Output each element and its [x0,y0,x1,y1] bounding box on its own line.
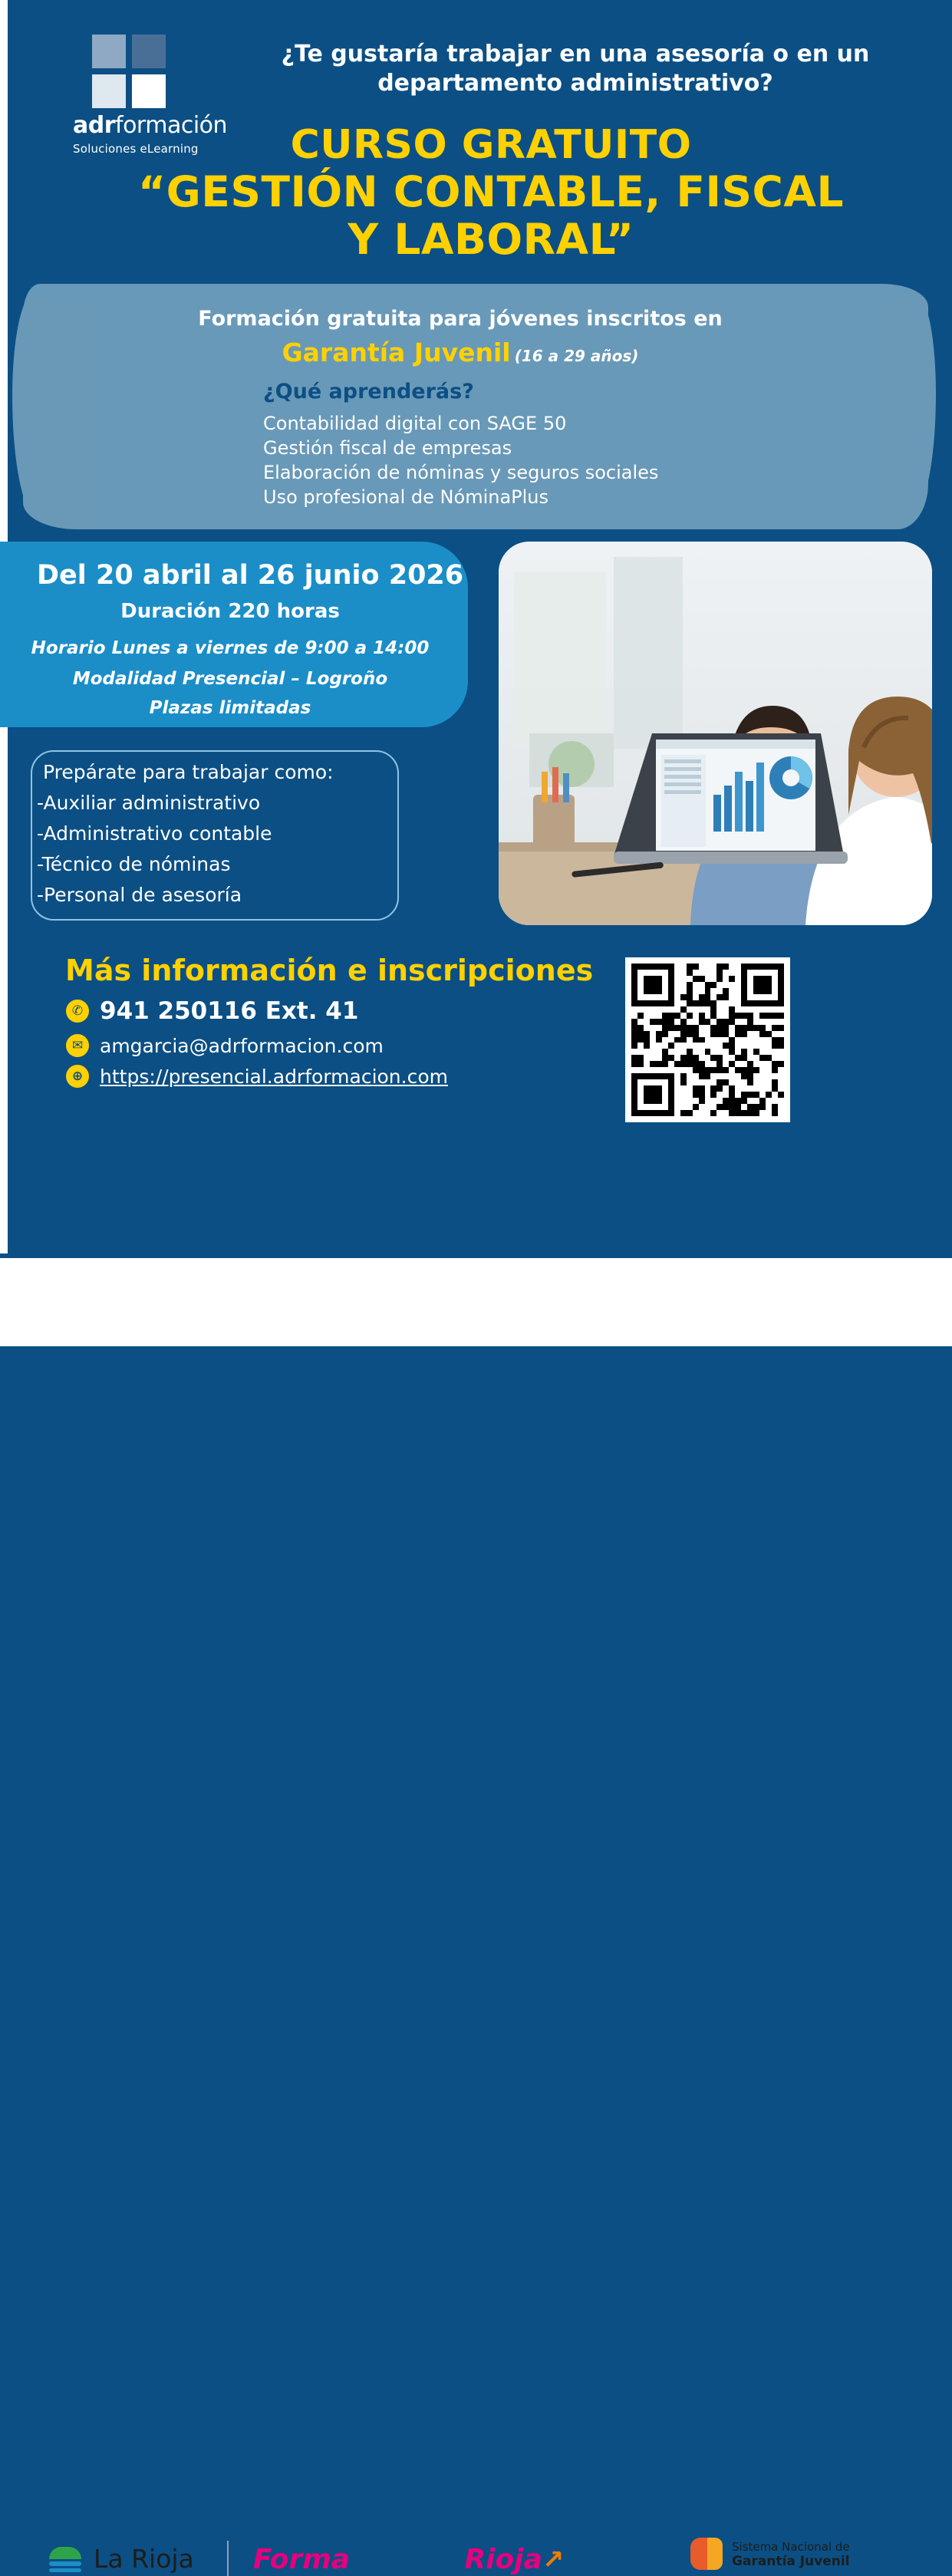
program-name: Garantía Juvenil [282,338,511,367]
program-age-range: (16 a 29 años) [514,347,639,365]
program-line [115,338,805,367]
fer-part1: Forma [253,2544,351,2575]
learn-item: Elaboración de nóminas y seguros sociales [263,461,659,483]
formaempleorioja-logo [253,2544,564,2575]
schedule-hours: Horario Lunes a viernes de 9:00 a 14:00 [31,638,430,658]
course-title-line3: Y LABORAL” [348,214,634,264]
free-training-text: Formación gratuita para jóvenes inscritos en [198,307,723,331]
contact-email[interactable]: amgarcia@adrformacion.com [100,1034,384,1057]
headline-question [230,40,921,97]
garantia-juvenil-logo [690,2538,850,2570]
learn-list [263,412,658,510]
jobs-item: -Administrativo contable [37,822,272,845]
students-photo [499,542,932,925]
fer-part3: Rioja [464,2544,542,2575]
brand-tagline: Soluciones eLearning [73,142,199,156]
schedule-dates: Del 20 abril al 26 junio 2026 [37,560,464,591]
learn-heading: ¿Qué aprenderás? [263,380,474,404]
logo-squares-icon [92,35,184,107]
headline-question-line1: ¿Te gustaría trabajar en una asesoría o en un [281,41,870,68]
gj-line2: Garantía Juvenil [732,2553,850,2569]
course-title-line1: CURSO GRATUITO [290,122,692,168]
jobs-box [31,750,399,921]
jobs-item: -Auxiliar administrativo [37,792,261,814]
brand-name-light: formación [115,112,228,139]
globe-icon: ⊕ [66,1065,89,1088]
larioja-logo [48,2544,194,2574]
course-title [77,123,905,263]
jobs-item: -Técnico de nóminas [37,853,231,875]
contact-email-row[interactable] [66,1034,384,1057]
schedule-duration: Duración 220 horas [120,600,340,623]
learn-item: Gestión fiscal de empresas [263,436,512,459]
learn-item: Uso profesional de NóminaPlus [263,486,549,508]
jobs-item: -Personal de asesoría [37,884,242,906]
footer [0,1258,952,2575]
fer-part2: Empleo [350,2544,465,2575]
contact-heading: Más información e inscripciones [65,954,594,987]
larioja-label: La Rioja [94,2544,194,2574]
phone-icon: ✆ [66,1000,89,1023]
brand-name-bold: adr [73,112,116,139]
larioja-mark-icon [48,2545,83,2573]
schedule-modality: Modalidad Presencial – Logroño [72,669,388,689]
contact-web-row[interactable] [66,1065,448,1088]
footer-divider [227,2541,229,2576]
jobs-heading: Prepárate para trabajar como: [43,761,334,783]
gj-mark-icon [690,2538,723,2570]
contact-phone-row[interactable] [66,997,358,1025]
mail-icon: ✉ [66,1034,89,1057]
contact-web-link[interactable]: https://presencial.adrformacion.com [100,1065,448,1088]
arrow-icon: ↗ [542,2545,565,2575]
headline-question-line2: departamento administrativo? [377,69,773,97]
schedule-places: Plazas limitadas [149,698,311,718]
contact-phone[interactable]: 941 250116 Ext. 41 [100,997,359,1025]
gj-text [732,2539,850,2569]
learn-item: Contabilidad digital con SAGE 50 [263,413,567,434]
gj-line1: Sistema Nacional de [732,2539,850,2554]
course-title-line2: “GESTIÓN CONTABLE, FISCAL [137,166,845,216]
qr-code[interactable] [625,957,790,1122]
